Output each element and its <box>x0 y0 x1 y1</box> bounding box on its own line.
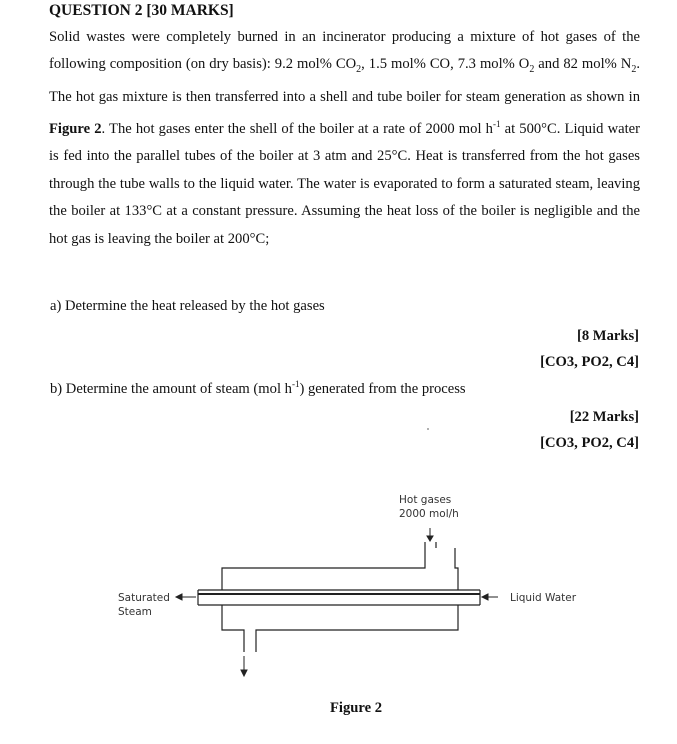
liquid-water-label: Liquid Water <box>510 592 577 604</box>
question-title: QUESTION 2 [30 MARKS] <box>49 2 234 19</box>
hot-gases-label: Hot gases <box>399 494 452 506</box>
gas-rate-label: 2000 mol/h <box>399 508 459 520</box>
steam-label: Steam <box>118 606 152 618</box>
part-b-outcomes: [CO3, PO2, C4] <box>540 435 639 451</box>
part-a-marks: [8 Marks] <box>576 328 639 344</box>
question-paragraph: Solid wastes were completely burned in an incinerator producing a mixture of hot gases of the following composition (on dry basis): 9.2 mol% $CO_2$, 1.5 mol% CO, 7.3 mol% $O_2$ and 82 mol% $N_2$. The hot gas mixture is then transferred into a shell and tube boiler for steam generation as shown in Figure 2. The hot gases enter the shell of the boiler at a rate of 2000 mol $h^{-1}$ at 500°C. Liquid water is fed into the parallel tubes of the boiler at 3 atm and 25°C. Heat is transferred from the hot gases through the tube walls to the liquid water. The water is evaporated to form a saturated steam, leaving the boiler at 133°C at a constant pressure. Assuming the heat loss of the boiler is negligible and the hot gas is leaving the boiler at 200°C; <box>49 29 640 247</box>
figure-reference: Figure 2 <box>49 120 102 137</box>
figure-caption: Figure 2 <box>330 700 383 716</box>
water-arrow-icon <box>482 594 488 600</box>
steam-arrow-icon <box>176 594 182 600</box>
shell-top-right <box>455 548 458 590</box>
outlet-arrow-icon <box>241 670 247 676</box>
part-a-outcomes: [CO3, PO2, C4] <box>540 354 639 370</box>
part-b-marks: [22 Marks] <box>569 409 639 425</box>
shell-bottom <box>222 605 458 652</box>
part-a-question: a) Determine the heat released by the hot gases <box>50 298 325 314</box>
part-b-question: b) Determine the amount of steam (mol $h^{-1}$) generated from the process <box>50 379 466 397</box>
saturated-label: Saturated <box>118 592 170 604</box>
shell-top-left <box>222 548 425 590</box>
inlet-arrow-icon <box>427 536 433 541</box>
